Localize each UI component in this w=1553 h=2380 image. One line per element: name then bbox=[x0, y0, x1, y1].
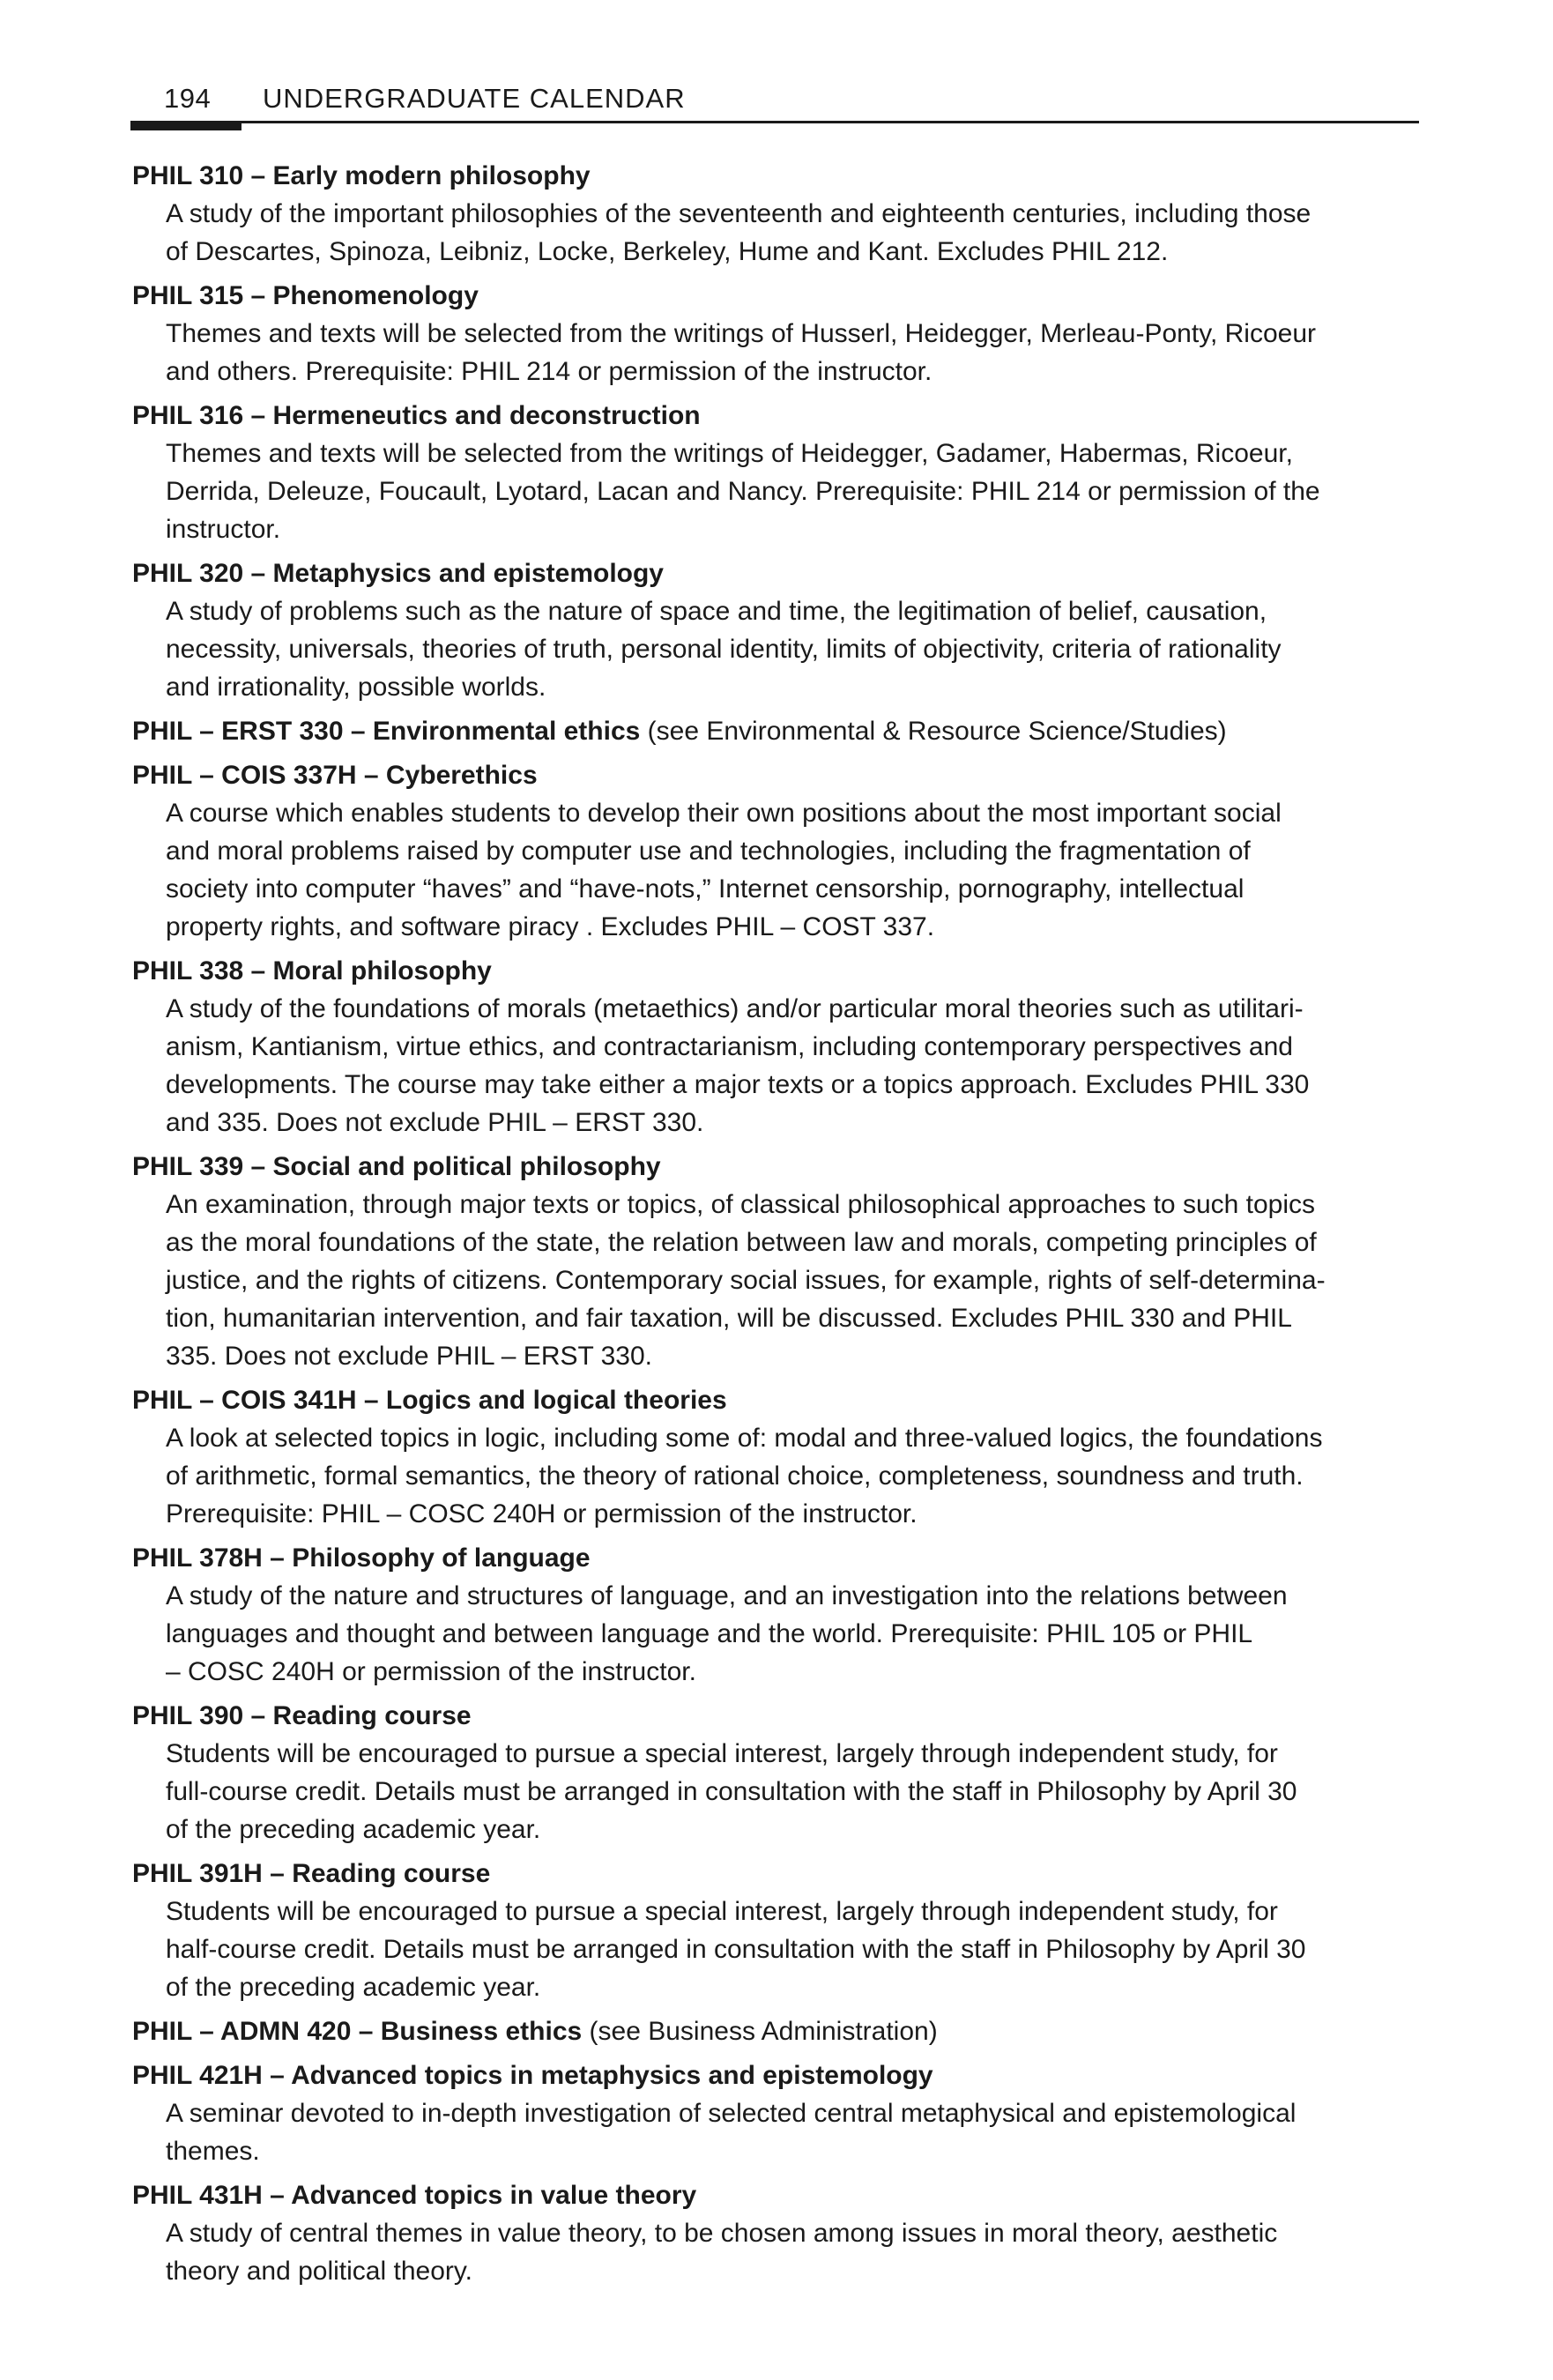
description-line: and moral problems raised by computer use and technologies, including the fragmentation of bbox=[166, 837, 1251, 866]
course-description bbox=[166, 592, 1421, 706]
course-entry bbox=[132, 554, 1421, 706]
description-line: of arithmetic, formal semantics, the theory of rational choice, completeness, soundness and truth. bbox=[166, 1461, 1304, 1491]
description-line: tion, humanitarian intervention, and fair taxation, will be discussed. Excludes PHIL 330 and PHIL bbox=[166, 1304, 1292, 1333]
description-line: Themes and texts will be selected from the writings of Husserl, Heidegger, Merleau-Ponty, Ricoeur bbox=[166, 319, 1317, 348]
course-entry bbox=[132, 1855, 1421, 2006]
course-title: PHIL 431H – Advanced topics in value theory bbox=[132, 2181, 697, 2210]
course-title: PHIL 338 – Moral philosophy bbox=[132, 956, 492, 985]
course-title: PHIL 320 – Metaphysics and epistemology bbox=[132, 559, 664, 588]
course-heading bbox=[132, 712, 1421, 750]
course-heading bbox=[132, 157, 1421, 195]
description-line: A look at selected topics in logic, including some of: modal and three-valued logics, the foundations bbox=[166, 1424, 1323, 1453]
course-entry bbox=[132, 1381, 1421, 1533]
description-line: Students will be encouraged to pursue a special interest, largely through independent study, for bbox=[166, 1897, 1278, 1926]
description-line: A study of the foundations of morals (metaethics) and/or particular moral theories such as utilitari- bbox=[166, 994, 1304, 1023]
course-title: PHIL 378H – Philosophy of language bbox=[132, 1543, 591, 1573]
course-title: PHIL 316 – Hermeneutics and deconstruction bbox=[132, 401, 701, 430]
course-cross-reference: (see Environmental & Resource Science/Studies) bbox=[640, 717, 1227, 746]
header-rule bbox=[130, 121, 1419, 123]
course-heading bbox=[132, 756, 1421, 794]
description-line: A course which enables students to develop their own positions about the most important social bbox=[166, 799, 1282, 828]
course-heading bbox=[132, 397, 1421, 435]
description-line: Prerequisite: PHIL – COSC 240H or permission of the instructor. bbox=[166, 1499, 918, 1528]
course-description bbox=[166, 195, 1421, 271]
course-title: PHIL – ERST 330 – Environmental ethics bbox=[132, 717, 641, 746]
course-description bbox=[166, 315, 1421, 390]
course-heading bbox=[132, 277, 1421, 315]
course-entry bbox=[132, 1148, 1421, 1375]
page-header bbox=[130, 81, 1419, 130]
course-entry bbox=[132, 1539, 1421, 1691]
description-line: of the preceding academic year. bbox=[166, 1815, 541, 1844]
description-line: A study of central themes in value theory, to be chosen among issues in moral theory, aesthetic bbox=[166, 2219, 1278, 2248]
course-heading bbox=[132, 1539, 1421, 1577]
running-title: UNDERGRADUATE CALENDAR bbox=[263, 83, 686, 114]
course-heading bbox=[132, 1148, 1421, 1186]
course-entry bbox=[132, 277, 1421, 390]
course-description bbox=[166, 2094, 1421, 2170]
course-heading bbox=[132, 2012, 1421, 2050]
course-description bbox=[166, 1735, 1421, 1848]
description-line: – COSC 240H or permission of the instructor. bbox=[166, 1657, 696, 1686]
description-line: and irrationality, possible worlds. bbox=[166, 673, 546, 702]
course-description bbox=[166, 1419, 1421, 1533]
course-entry bbox=[132, 712, 1421, 750]
course-heading bbox=[132, 2176, 1421, 2214]
description-line: justice, and the rights of citizens. Contemporary social issues, for example, rights of self-determina- bbox=[166, 1266, 1326, 1295]
course-title: PHIL – COIS 337H – Cyberethics bbox=[132, 761, 538, 790]
course-heading bbox=[132, 1381, 1421, 1419]
course-title: PHIL 339 – Social and political philosophy bbox=[132, 1152, 661, 1181]
description-line: A study of the nature and structures of language, and an investigation into the relations between bbox=[166, 1581, 1288, 1610]
course-title: PHIL 391H – Reading course bbox=[132, 1859, 491, 1888]
course-title: PHIL – ADMN 420 – Business ethics bbox=[132, 2017, 583, 2046]
description-line: A study of problems such as the nature of space and time, the legitimation of belief, causation, bbox=[166, 597, 1267, 626]
course-entry bbox=[132, 2012, 1421, 2050]
course-heading bbox=[132, 1855, 1421, 1893]
description-line: instructor. bbox=[166, 515, 281, 544]
description-line: anism, Kantianism, virtue ethics, and contractarianism, including contemporary perspectives and bbox=[166, 1032, 1293, 1061]
description-line: 335. Does not exclude PHIL – ERST 330. bbox=[166, 1342, 652, 1371]
course-title: PHIL – COIS 341H – Logics and logical theories bbox=[132, 1386, 727, 1415]
course-heading bbox=[132, 1697, 1421, 1735]
description-line: A study of the important philosophies of the seventeenth and eighteenth centuries, including those bbox=[166, 199, 1312, 228]
course-heading bbox=[132, 952, 1421, 990]
description-line: themes. bbox=[166, 2137, 260, 2166]
description-line: of the preceding academic year. bbox=[166, 1973, 541, 2002]
description-line: of Descartes, Spinoza, Leibniz, Locke, Berkeley, Hume and Kant. Excludes PHIL 212. bbox=[166, 237, 1169, 266]
course-title: PHIL 421H – Advanced topics in metaphysics and epistemology bbox=[132, 2061, 933, 2090]
description-line: developments. The course may take either a major texts or a topics approach. Excludes PHIL 330 bbox=[166, 1070, 1310, 1099]
course-entry bbox=[132, 397, 1421, 548]
description-line: languages and thought and between language and the world. Prerequisite: PHIL 105 or PHIL bbox=[166, 1619, 1253, 1648]
description-line: full-course credit. Details must be arranged in consultation with the staff in Philosophy by April 30 bbox=[166, 1777, 1297, 1806]
course-description bbox=[166, 990, 1421, 1142]
course-entry bbox=[132, 952, 1421, 1142]
course-entry bbox=[132, 157, 1421, 271]
course-description bbox=[166, 1577, 1421, 1691]
course-description bbox=[166, 2214, 1421, 2290]
course-description bbox=[166, 1186, 1421, 1375]
description-line: as the moral foundations of the state, the relation between law and morals, competing principles of bbox=[166, 1228, 1317, 1257]
description-line: society into computer “haves” and “have-nots,” Internet censorship, pornography, intellectual bbox=[166, 874, 1245, 904]
course-entry bbox=[132, 2056, 1421, 2170]
course-description bbox=[166, 794, 1421, 946]
course-title: PHIL 315 – Phenomenology bbox=[132, 281, 479, 310]
page-number: 194 bbox=[164, 83, 212, 114]
description-line: An examination, through major texts or topics, of classical philosophical approaches to such topics bbox=[166, 1190, 1316, 1219]
course-description bbox=[166, 1893, 1421, 2006]
course-entry bbox=[132, 756, 1421, 946]
description-line: half-course credit. Details must be arranged in consultation with the staff in Philosophy by April 30 bbox=[166, 1935, 1306, 1964]
course-list bbox=[132, 157, 1421, 2296]
description-line: property rights, and software piracy . Excludes PHIL – COST 337. bbox=[166, 912, 935, 941]
course-title: PHIL 390 – Reading course bbox=[132, 1701, 472, 1730]
course-heading bbox=[132, 554, 1421, 592]
description-line: Students will be encouraged to pursue a special interest, largely through independent study, for bbox=[166, 1739, 1278, 1768]
course-cross-reference: (see Business Administration) bbox=[582, 2017, 938, 2046]
description-line: and others. Prerequisite: PHIL 214 or permission of the instructor. bbox=[166, 357, 933, 386]
course-entry bbox=[132, 2176, 1421, 2290]
course-description bbox=[166, 435, 1421, 548]
description-line: and 335. Does not exclude PHIL – ERST 330. bbox=[166, 1108, 704, 1137]
description-line: A seminar devoted to in-depth investigation of selected central metaphysical and epistemological bbox=[166, 2099, 1297, 2128]
description-line: theory and political theory. bbox=[166, 2257, 472, 2286]
course-entry bbox=[132, 1697, 1421, 1848]
description-line: necessity, universals, theories of truth, personal identity, limits of objectivity, criteria of rationality bbox=[166, 635, 1282, 664]
header-tab-marker bbox=[130, 121, 241, 130]
description-line: Themes and texts will be selected from the writings of Heidegger, Gadamer, Habermas, Ricoeur, bbox=[166, 439, 1293, 468]
course-heading bbox=[132, 2056, 1421, 2094]
description-line: Derrida, Deleuze, Foucault, Lyotard, Lacan and Nancy. Prerequisite: PHIL 214 or permission of the bbox=[166, 477, 1320, 506]
course-title: PHIL 310 – Early modern philosophy bbox=[132, 161, 591, 190]
